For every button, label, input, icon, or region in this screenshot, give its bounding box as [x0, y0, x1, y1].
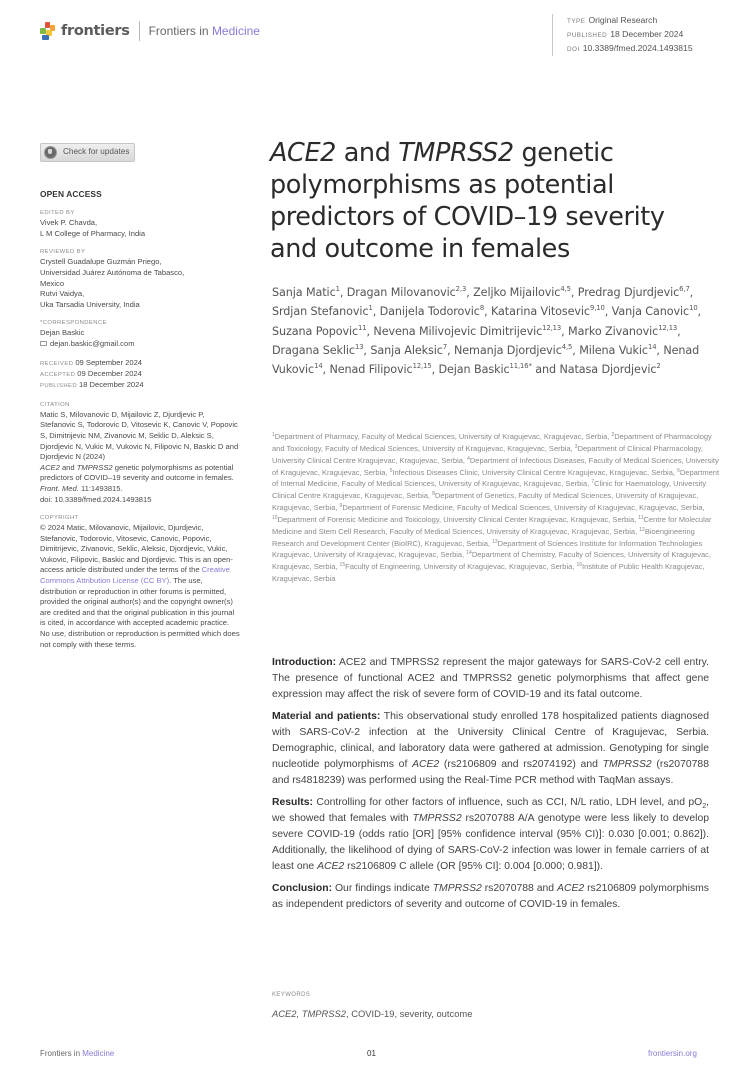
article-doi — [567, 42, 693, 56]
author-affiliation-marker: 12,15 — [412, 362, 432, 371]
journal-prefix: Frontiers in — [148, 24, 209, 38]
affiliation-number: 13 — [492, 538, 498, 545]
keyword-separator: , — [296, 1008, 302, 1019]
conclusion-gene-tmprss2: TMPRSS2 — [432, 883, 482, 894]
keywords-label: KEYWORDS — [272, 992, 311, 998]
affiliation-number: 12 — [639, 526, 645, 533]
methods-gene-tmprss2: TMPRSS2 — [602, 759, 652, 770]
author-affiliation-marker: 6,7 — [679, 285, 690, 293]
author-separator: , — [363, 343, 371, 357]
keyword-tmprss2: TMPRSS2 — [301, 1008, 346, 1019]
author-separator: , — [697, 305, 702, 319]
keywords — [272, 1008, 472, 1019]
affiliation-text: Department of Chemistry, Faculty of Sciences, University of Kragujevac, Kragujevac, Serbia, — [272, 550, 711, 572]
results-heading: Results: — [272, 797, 313, 808]
abstract-results — [272, 795, 709, 875]
citation-label: CITATION — [40, 401, 70, 408]
author-name[interactable]: Natasa Djordjevic — [559, 363, 657, 377]
check-for-updates-button[interactable] — [40, 143, 135, 162]
affiliation-number: 4 — [467, 455, 470, 462]
citation-journal: Front. Med. — [40, 483, 79, 493]
article-title — [270, 137, 710, 265]
open-access-label: OPEN ACCESS — [40, 188, 102, 199]
author-name[interactable]: Marko Zivanovic — [568, 324, 659, 338]
results-text: rs2106809 C allele (OR [95% CI]: 0.004 [0.000; 0.981]). — [344, 861, 603, 872]
author-name[interactable]: Nevena Milivojevic Dimitrijevic — [373, 324, 543, 338]
reviewed-by-label: REVIEWED BY — [40, 249, 86, 256]
author-name[interactable]: Zeljko Mijailovic — [473, 286, 561, 299]
logo-divider — [139, 21, 140, 41]
affiliation-text: Department of Clinical Pharmacology, University Clinical Centre Kragujevac, Kragujevac, Serbia, — [272, 443, 703, 465]
author-separator: , — [431, 363, 439, 377]
abstract — [272, 655, 709, 919]
author-separator: , — [466, 286, 474, 299]
affiliation-text: Clinic for Haematology, University Clinical Centre Kragujevac, Kragujevac, Serbia, — [272, 479, 707, 501]
journal-name — [149, 24, 260, 38]
affiliation-text: Department of Forensic Medicine, Faculty of Medical Sciences, University of Kragujevac, Kragujevac, Serbia, — [342, 503, 705, 513]
author-separator: , — [484, 305, 491, 319]
author-separator: , — [372, 305, 380, 319]
methods-heading: Material and patients: — [272, 711, 381, 722]
intro-heading: Introduction: — [272, 657, 337, 668]
author-name[interactable]: Nenad Vukovic — [272, 343, 700, 377]
author-name[interactable]: Nemanja Djordjevic — [453, 343, 562, 357]
author-name[interactable]: Sanja Matic — [272, 286, 336, 299]
affiliation-text: Department of Infectious Diseases, Faculty of Medical Sciences, University of Kragujevac, Kragujevac, Serbia, — [272, 455, 719, 477]
editor-name: Vivek P. Chavda, — [40, 218, 98, 228]
citation-and: and — [59, 462, 77, 472]
conclusion-text: rs2070788 and — [481, 883, 558, 894]
affiliation-number: 5 — [389, 467, 393, 474]
copyright-text-part2: . The use, distribution or reproduction in other forums is permitted, provided the original author(s) and the copyright owner(s) are credited and that the original publication in this journal is cited, in accordance with accepted academic practice. No use, distribution or reproduction is permitted which does not comply with these terms. — [40, 576, 240, 649]
author-name[interactable]: Katarina Vitosevic — [491, 305, 590, 319]
results-text: Controlling for other factors of influence, such as CCI, N/L ratio, LDH level, and pO — [313, 797, 703, 808]
doi-label: DOI — [567, 46, 580, 53]
author-separator: , — [339, 286, 347, 299]
accepted-row — [40, 369, 240, 380]
logo-text: frontiers — [61, 23, 130, 39]
footer-journal-accent: Medicine — [82, 1049, 115, 1058]
type-label: TYPE — [567, 18, 586, 25]
affiliation-text: Bioengineering Research and Development Center (BioIRC), Kragujevac, Serbia, — [272, 526, 695, 548]
results-text: , we showed that females with — [272, 797, 709, 824]
affiliation-text: Department of Genetics, Faculty of Medical Sciences, University of Kragujevac, Kragujevac, Serbia, — [272, 491, 699, 513]
mail-icon — [40, 341, 47, 346]
author-name[interactable]: Suzana Popovic — [272, 324, 359, 338]
author-separator: , — [677, 324, 681, 338]
citation-doi[interactable]: doi: 10.3389/fmed.2024.1493815 — [40, 494, 152, 504]
methods-text: (rs2070788 and rs4818239) was performed using the Real-Time PCR method with TaqMan assays. — [272, 759, 709, 786]
author-separator: , — [447, 343, 454, 357]
affiliation-number: 14 — [466, 550, 472, 557]
affiliation-number: 1 — [272, 432, 275, 438]
conclusion-heading: Conclusion: — [272, 883, 333, 894]
reviewer-line: Uka Tarsadia University, India — [40, 299, 140, 309]
author-name[interactable]: Milena Vukic — [579, 343, 648, 357]
article-type — [567, 14, 693, 28]
author-name[interactable]: Dejan Baskic — [438, 363, 510, 377]
affiliation-number: 15 — [339, 562, 346, 569]
dates-block — [40, 358, 240, 392]
published-row — [40, 380, 240, 391]
author-affiliation-marker: 7 — [442, 342, 448, 351]
reviewer-line: Mexico — [40, 278, 65, 288]
update-badge-icon — [44, 146, 57, 159]
author-affiliation-marker: 11 — [358, 323, 367, 332]
page-number: 01 — [367, 1049, 376, 1058]
correspondence-label: *CORRESPONDENCE — [40, 320, 107, 327]
author-name[interactable]: Srdjan Stefanovic — [272, 305, 369, 319]
affiliation-text: Department of Sciences Institute for Information Technologies Kragujevac, University of Kragujevac, Kragujevac, Serbia, — [272, 538, 703, 560]
citation-authors: Matic S, Milovanovic D, Mijailovic Z, Djurdjevic P, Stefanovic S, Todorovic D, Vitosevic K, Canovic V, Popovic S, Dimitrijevic NM, Zivanovic M, Seklic D, Aleksic S, Djordjevic N, Vukic M, Vukovic N, Filipovic N, Baskic D and Djordjevic N (2024) — [40, 409, 239, 462]
affiliation-number: 3 — [574, 443, 578, 450]
footer-site-link[interactable]: frontiersin.org — [648, 1049, 697, 1058]
published-label-sidebar: PUBLISHED — [40, 383, 77, 390]
published-date: 18 December 2024 — [79, 380, 144, 390]
affiliation-number: 11 — [638, 514, 644, 521]
citation-gene-tmprss2: TMPRSS2 — [76, 462, 113, 472]
article-meta — [552, 14, 693, 56]
author-name[interactable]: Sanja Aleksic — [370, 343, 443, 357]
methods-text: (rs2106809 and rs2074192) and — [439, 759, 603, 770]
author-name[interactable]: Dragan Milovanovic — [346, 286, 456, 299]
keyword-ace2: ACE2 — [272, 1008, 297, 1019]
affiliation-number: 7 — [591, 479, 595, 486]
results-gene-ace2: ACE2 — [317, 861, 345, 872]
reviewer-line: Crystell Guadalupe Guzmán Priego, — [40, 257, 162, 267]
results-subscript: 2 — [702, 803, 707, 811]
author-separator: , — [656, 343, 664, 357]
accepted-date: 09 December 2024 — [77, 368, 142, 378]
footer-journal — [40, 1049, 114, 1058]
author-affiliation-marker: 10 — [689, 304, 698, 313]
citation-text — [40, 410, 240, 505]
type-value: Original Research — [588, 15, 658, 25]
affiliation-text: Department of Forensic Medicine and Toxicology, University Clinical Center Kragujevac, Kragujevac, Serbia, — [277, 514, 639, 524]
affiliation-number: 9 — [339, 503, 343, 510]
author-separator: , — [366, 324, 374, 338]
correspondence-name: Dejan Baskic — [40, 328, 85, 338]
affiliation-number: 8 — [432, 491, 435, 498]
affiliation-text: Centre for Molecular Medicine and Stem Cell Research, Faculty of Medical Sciences, University of Kragujevac, Kragujevac, Serbia, — [272, 514, 712, 536]
author-affiliation-marker: 4,5 — [561, 342, 573, 351]
affiliations — [272, 431, 722, 585]
reviewer-line: Universidad Juárez Autónoma de Tabasco, — [40, 267, 185, 277]
affiliation-number: 2 — [611, 432, 615, 438]
author-affiliation-marker: 1 — [335, 285, 340, 293]
title-rest: genetic polymorphisms as potential predictors of COVID–19 severity and outcome in females — [270, 138, 665, 264]
keywords-rest: , COVID-19, severity, outcome — [346, 1008, 473, 1019]
affiliation-text: Infectious Diseases Clinic, University Clinical Centre Kragujevac, Kragujevac, Serbia, — [392, 467, 678, 477]
title-and: and — [336, 138, 399, 168]
cc-by-license-link[interactable]: Creative Commons Attribution License (CC BY) — [40, 565, 230, 586]
methods-text: This observational study enrolled 178 hospitalized patients diagnosed with SARS-CoV-2 infection at the University Clinical Centre of Kragujevac, Serbia. Demographic, clinical, and laboratory data were gathered at admission. Genotyping for single nucleotide polymorphisms of — [272, 711, 709, 770]
author-separator: and — [531, 363, 560, 377]
author-affiliation-marker: 8 — [479, 304, 485, 313]
article-published — [567, 28, 693, 42]
check-updates-label: Check for updates — [63, 147, 130, 157]
published-value: 18 December 2024 — [610, 29, 684, 39]
author-separator: , — [604, 305, 612, 319]
affiliation-text: Faculty of Engineering, University of Kragujevac, Kragujevac, Serbia, — [345, 562, 577, 572]
author-affiliation-marker: 11,16* — [509, 362, 532, 371]
published-label: PUBLISHED — [567, 32, 608, 39]
results-gene-tmprss2: TMPRSS2 — [412, 813, 462, 824]
author-affiliation-marker: 4,5 — [560, 285, 571, 293]
citation-volume: 11:1493815. — [78, 483, 123, 493]
conclusion-text: Our findings indicate — [332, 883, 433, 894]
author-separator: , — [561, 324, 569, 338]
citation-title: genetic polymorphisms as potential predictors of COVID–19 severity and outcome in females. — [40, 462, 234, 483]
copyright-text — [40, 523, 240, 650]
received-row — [40, 358, 240, 369]
author-list — [272, 283, 722, 379]
affiliation-number: 6 — [677, 467, 680, 474]
author-separator: , — [689, 286, 694, 299]
edited-by-label: EDITED BY — [40, 210, 75, 217]
author-name[interactable]: Danijela Todorovic — [379, 305, 480, 319]
author-affiliation-marker: 9,10 — [590, 304, 605, 313]
frontiers-logo[interactable] — [40, 18, 260, 44]
intro-text: ACE2 and TMPRSS2 represent the major gateways for SARS-CoV-2 cell entry. The presence of functional ACE2 and TMPRSS2 genetic polymorphisms that affect gene expression may affect the risk of severe form of COVID-19 and its fatal outcome. — [272, 657, 709, 700]
author-affiliation-marker: 2,3 — [455, 285, 467, 293]
conclusion-gene-ace2: ACE2 — [557, 883, 585, 894]
citation-gene-ace2: ACE2 — [40, 462, 60, 472]
author-affiliation-marker: 12,13 — [542, 323, 562, 332]
abstract-methods — [272, 709, 709, 789]
received-label: RECEIVED — [40, 360, 74, 367]
author-name[interactable]: Nenad Filipovic — [329, 363, 413, 377]
title-gene-tmprss2: TMPRSS2 — [398, 138, 514, 168]
author-name[interactable]: Dragana Seklic — [272, 343, 355, 357]
received-date: 09 September 2024 — [75, 357, 143, 367]
affiliation-text: Department of Pharmacology and Toxicology, Faculty of Medical Sciences, University of Kragujevac, Kragujevac, Serbia, — [272, 432, 712, 453]
editor-affiliation: L M College of Pharmacy, India — [40, 228, 146, 238]
abstract-conclusion — [272, 881, 709, 913]
author-separator: , — [322, 363, 330, 377]
journal-accent: Medicine — [211, 24, 260, 38]
author-name[interactable]: Vanja Canovic — [611, 305, 690, 319]
reviewer-line: Rutvi Vaidya, — [40, 289, 85, 299]
copyright-label: COPYRIGHT — [40, 515, 79, 522]
correspondence-email[interactable]: dejan.baskic@gmail.com — [50, 338, 135, 348]
author-affiliation-marker: 2 — [656, 362, 661, 371]
affiliation-text: Department of Pharmacy, Faculty of Medical Sciences, University of Kragujevac, Kragujevac, Serbia, — [274, 432, 612, 441]
author-affiliation-marker: 1 — [368, 304, 373, 313]
affiliation-text: Department of Internal Medicine, Faculty of Medical Sciences, University of Kragujevac, Kragujevac, Serbia, — [272, 467, 720, 489]
author-separator: , — [572, 343, 580, 357]
frontiers-logo-icon — [40, 22, 56, 40]
results-text: rs2070788 A/A genotype were less likely to develop severe COVID-19 (odds ratio [OR] [95% confidence interval (95% CI)]: 0.030 [0.001; 0.862]). Additionally, the likelihood of dying of SARS-CoV-2 infection was lower in female carriers of at least one — [272, 813, 709, 872]
affiliation-number: 10 — [272, 514, 278, 521]
title-gene-ace2: ACE2 — [270, 138, 336, 168]
author-affiliation-marker: 14 — [314, 362, 323, 371]
methods-gene-ace2: ACE2 — [412, 759, 440, 770]
author-affiliation-marker: 14 — [647, 342, 657, 351]
accepted-label: ACCEPTED — [40, 371, 76, 378]
correspondence-email-row — [40, 339, 240, 350]
sidebar — [40, 143, 240, 650]
author-affiliation-marker: 12,13 — [658, 323, 678, 332]
copyright-text-part1: © 2024 Matic, Milovanovic, Mijailovic, Djurdjevic, Stefanovic, Todorovic, Vitosevic, Canovic, Popovic, Dimitrijevic, Zivanovic, Seklic, Aleksic, Djordjevic, Vukic, Vukovic, Filipovic, Baskic and Djordjevic. This is an open-access article distributed under the terms of the — [40, 523, 233, 575]
affiliation-number: 16 — [576, 562, 583, 569]
author-affiliation-marker: 13 — [354, 342, 364, 351]
abstract-introduction — [272, 655, 709, 703]
author-name[interactable]: Predrag Djurdjevic — [577, 286, 680, 299]
doi-value[interactable]: 10.3389/fmed.2024.1493815 — [582, 43, 693, 53]
conclusion-text: rs2106809 polymorphisms as independent predictors of severity and outcome of COVID-19 in females. — [272, 883, 710, 910]
author-separator: , — [570, 286, 578, 299]
affiliation-text: Institute of Public Health Kragujevac, Kragujevac, Serbia — [272, 562, 705, 584]
footer-journal-prefix: Frontiers in — [40, 1049, 83, 1058]
